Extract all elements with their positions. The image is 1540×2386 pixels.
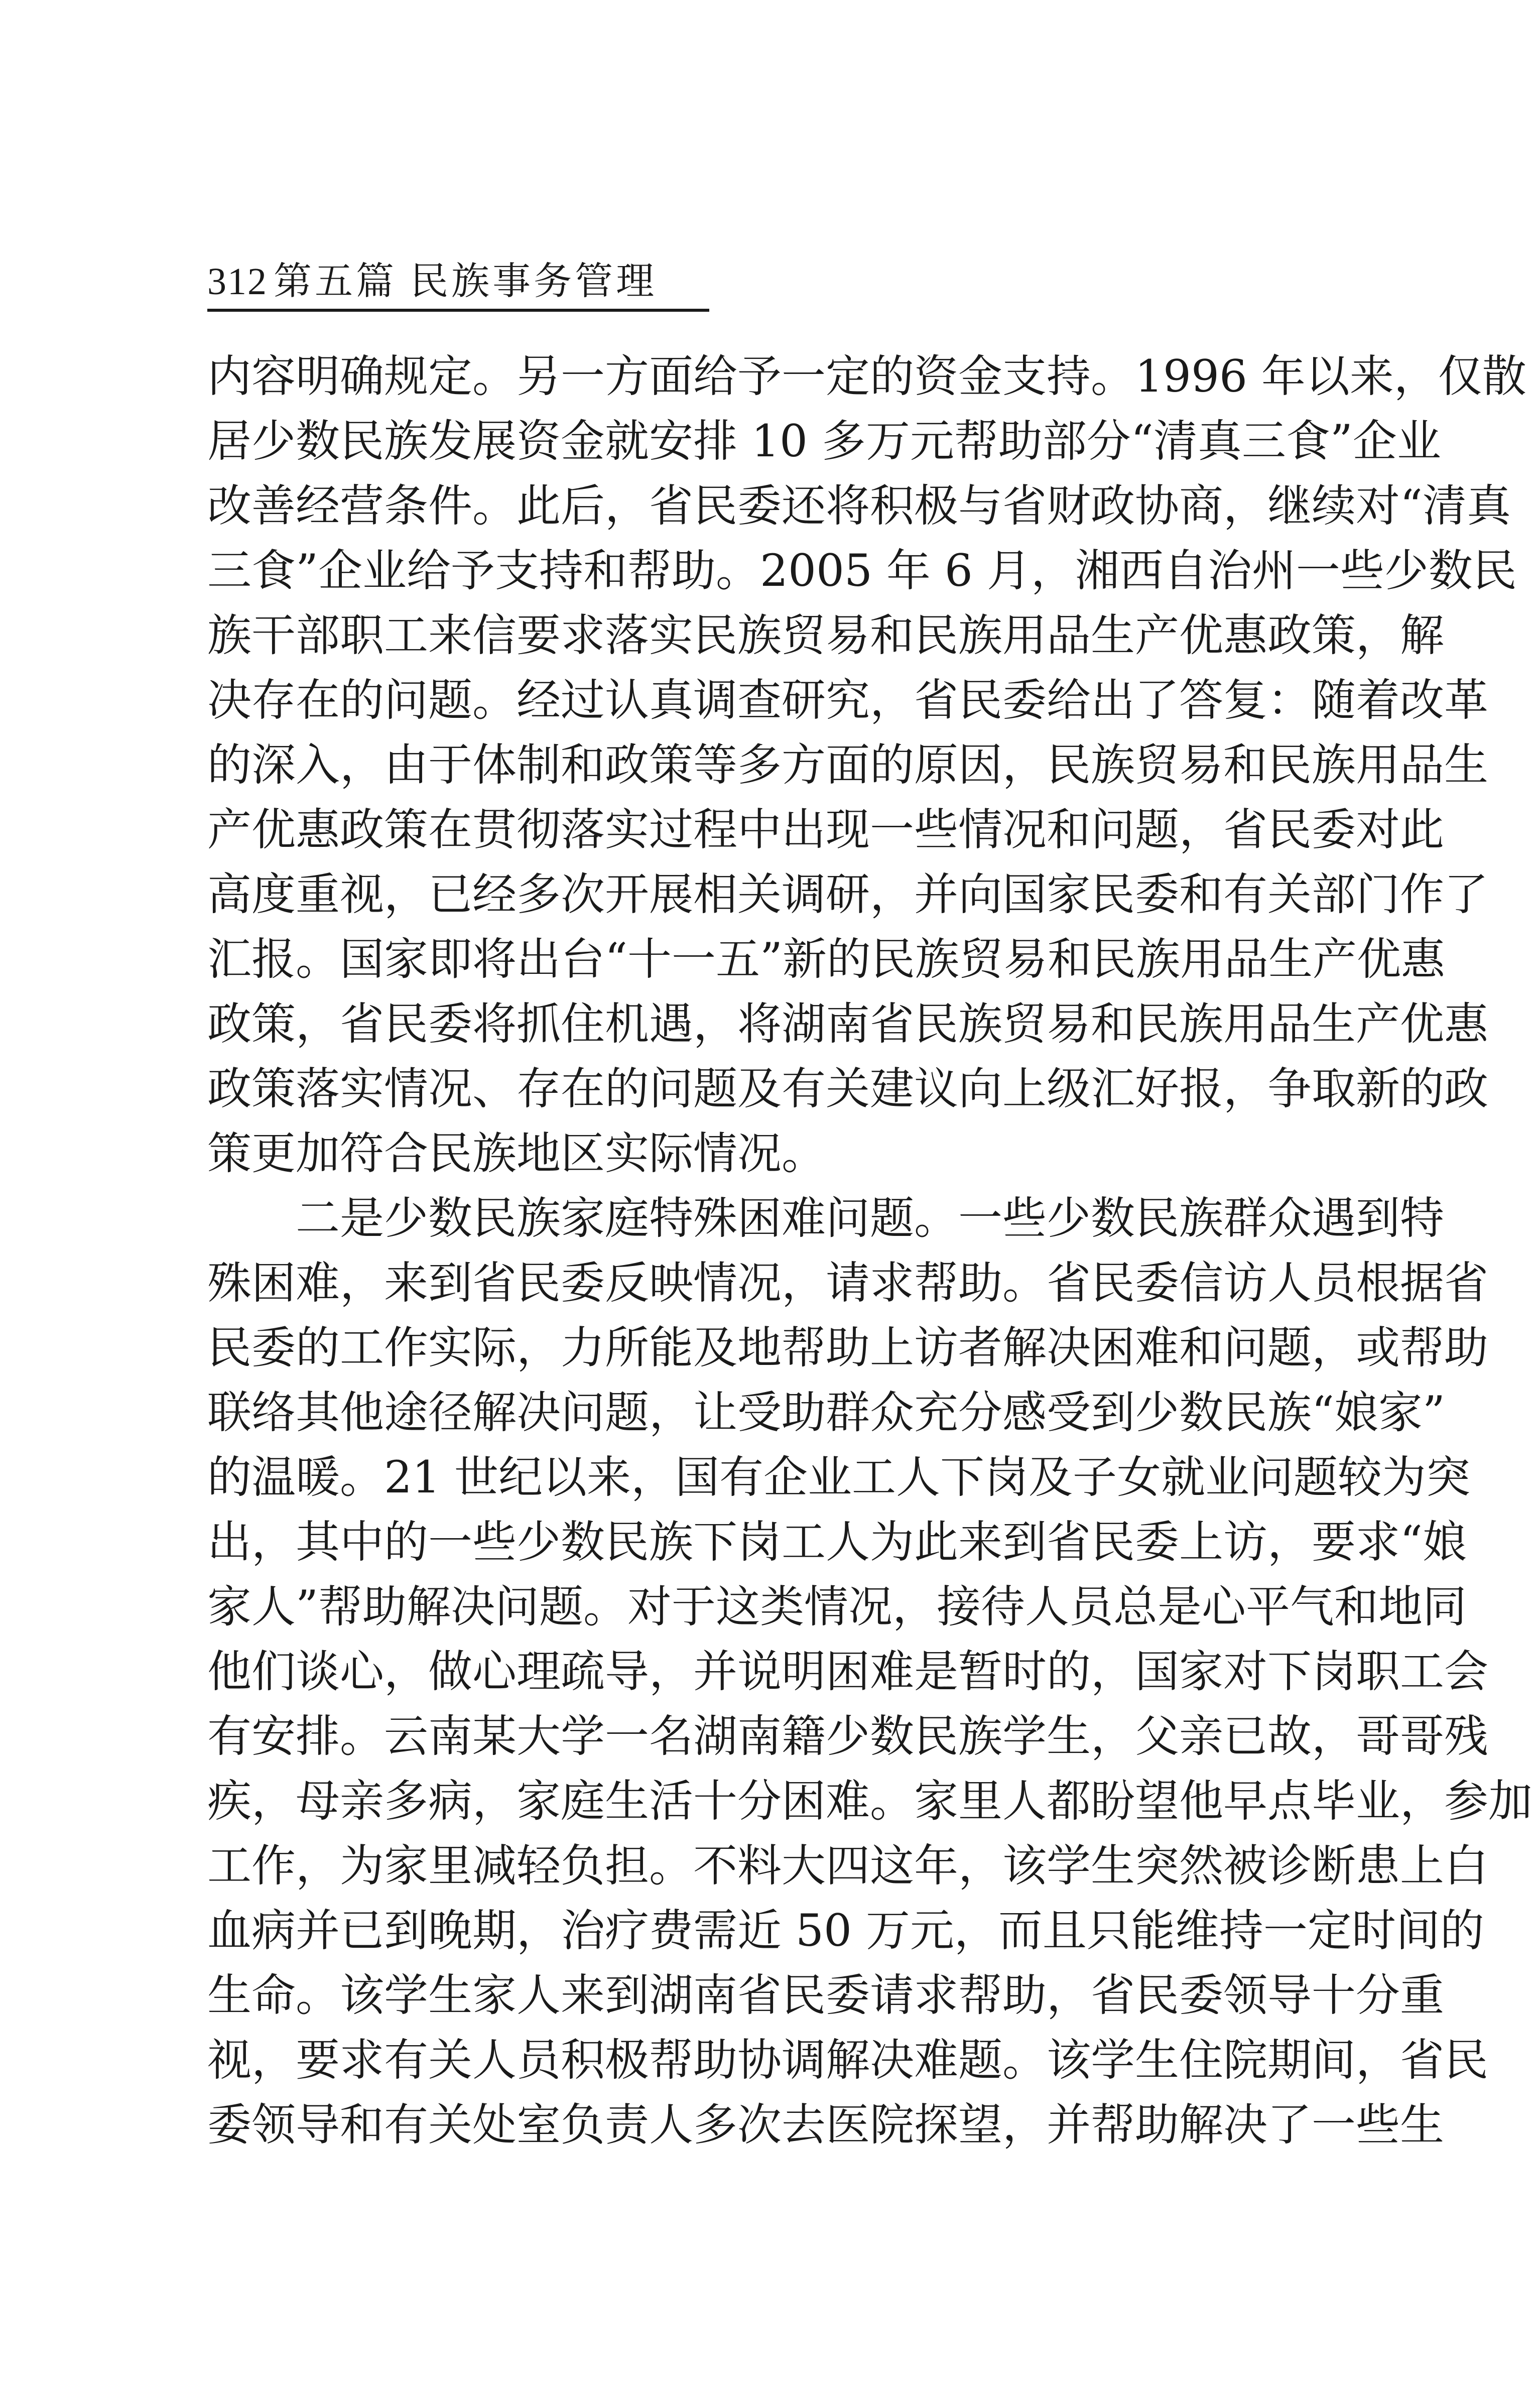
paragraph-start: 二是少数民族家庭特殊困难问题。一些少数民族群众遇到特: [296, 1192, 1445, 1244]
text-line: 殊困难，来到省民委反映情况，请求帮助。省民委信访人员根据省: [207, 1257, 1489, 1309]
text-line: 的温暖。21 世纪以来，国有企业工人下岗及子女就业问题较为突: [207, 1451, 1470, 1503]
text-line: 三食”企业给予支持和帮助。2005 年 6 月，湘西自治州一些少数民: [207, 545, 1517, 596]
header-rule: [207, 309, 709, 312]
text-line: 生命。该学生家人来到湖南省民委请求帮助，省民委领导十分重: [207, 1969, 1445, 2021]
text-line: 族干部职工来信要求落实民族贸易和民族用品生产优惠政策，解: [207, 609, 1445, 661]
text-line: 有安排。云南某大学一名湖南籍少数民族学生，父亲已故，哥哥残: [207, 1710, 1489, 1762]
text-line: 家人”帮助解决问题。对于这类情况，接待人员总是心平气和地同: [207, 1581, 1467, 1632]
text-line: 委领导和有关处室负责人多次去医院探望，并帮助解决了一些生: [207, 2099, 1445, 2151]
section-label: 第五篇: [274, 259, 397, 303]
text-line: 民委的工作实际，力所能及地帮助上访者解决困难和问题，或帮助: [207, 1322, 1489, 1373]
text-line: 工作，为家里减轻负担。不料大四这年，该学生突然被诊断患上白: [207, 1840, 1489, 1892]
text-line: 他们谈心，做心理疏导，并说明困难是暂时的，国家对下岗职工会: [207, 1646, 1489, 1697]
text-line: 居少数民族发展资金就安排 10 多万元帮助部分“清真三食”企业: [207, 415, 1441, 467]
text-line: 产优惠政策在贯彻落实过程中出现一些情况和问题，省民委对此: [207, 804, 1445, 855]
chapter-title: 民族事务管理: [410, 259, 658, 303]
text-line: 政策，省民委将抓住机遇，将湖南省民族贸易和民族用品生产优惠: [207, 998, 1489, 1050]
text-line: 汇报。国家即将出台“十一五”新的民族贸易和民族用品生产优惠: [207, 933, 1445, 985]
text-line: 血病并已到晚期，治疗费需近 50 万元，而且只能维持一定时间的: [207, 1905, 1484, 1956]
text-line: 政策落实情况、存在的问题及有关建议向上级汇好报，争取新的政: [207, 1063, 1489, 1114]
text-line: 视，要求有关人员积极帮助协调解决难题。该学生住院期间，省民: [207, 2034, 1489, 2086]
text-line: 的深入，由于体制和政策等多方面的原因，民族贸易和民族用品生: [207, 739, 1489, 791]
running-head: [207, 259, 657, 304]
page-number: 312: [207, 261, 268, 303]
text-line: 改善经营条件。此后，省民委还将积极与省财政协商，继续对“清真: [207, 480, 1511, 532]
text-line: 高度重视，已经多次开展相关调研，并向国家民委和有关部门作了: [207, 868, 1489, 920]
text-line: 内容明确规定。另一方面给予一定的资金支持。1996 年以来，仅散: [207, 350, 1526, 402]
text-line: 联络其他途径解决问题，让受助群众充分感受到少数民族“娘家”: [207, 1387, 1445, 1438]
text-line: 决存在的问题。经过认真调查研究，省民委给出了答复：随着改革: [207, 674, 1489, 726]
text-line: 策更加符合民族地区实际情况。: [207, 1127, 826, 1179]
page-header: [207, 254, 709, 314]
text-line: 出，其中的一些少数民族下岗工人为此来到省民委上访，要求“娘: [207, 1516, 1467, 1568]
text-line: 疾，母亲多病，家庭生活十分困难。家里人都盼望他早点毕业，参加: [207, 1775, 1533, 1827]
